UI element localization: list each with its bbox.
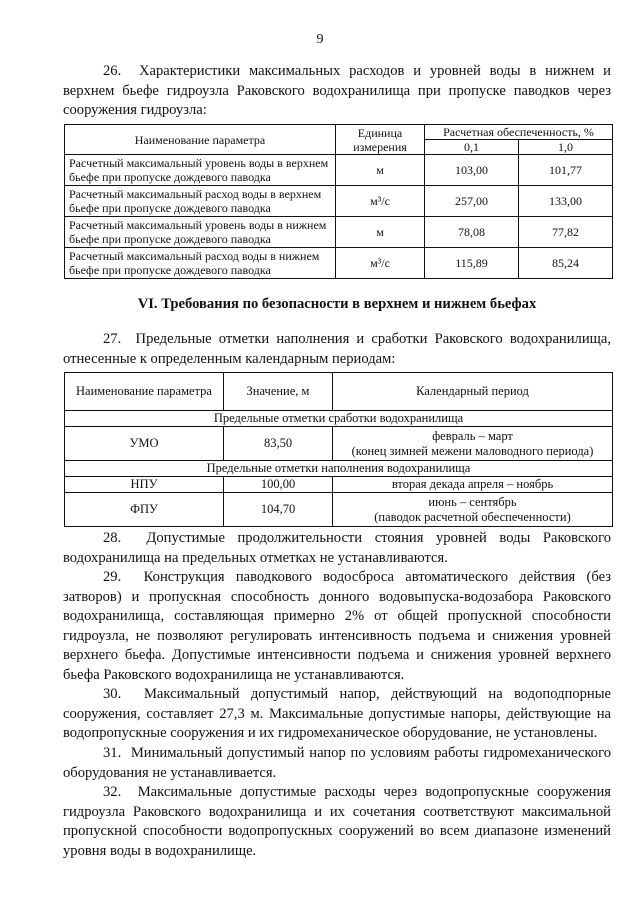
row-value: 83,50 — [224, 427, 333, 461]
header-period: Календарный период — [333, 373, 613, 411]
row-param: Расчетный максимальный уровень воды в нижнем бьефе при пропуске дождевого паводка — [65, 217, 336, 248]
row-param: Расчетный максимальный расход воды в верхнем бьефе при пропуске дождевого паводка — [65, 186, 336, 217]
row-value: 104,70 — [224, 493, 333, 527]
header-prob-1-0: 1,0 — [518, 140, 612, 155]
row-value: 101,77 — [518, 155, 612, 186]
row-param: НПУ — [65, 477, 224, 493]
header-prob-0-1: 0,1 — [425, 140, 519, 155]
paragraph-number: 29. — [103, 569, 122, 585]
header-value: Значение, м — [224, 373, 333, 411]
row-value: 85,24 — [518, 248, 612, 279]
header-param: Наименование параметра — [65, 125, 336, 155]
page-number: 9 — [316, 32, 324, 47]
table-row — [65, 155, 613, 186]
section-heading: VI. Требования по безопасности в верхнем и нижнем бьефах — [137, 296, 537, 312]
row-unit: м³/с — [336, 248, 425, 279]
paragraph-text: Предельные отметки наполнения и сработки Раковского водохранилища, отнесенные к определенным календарным периодам: — [63, 331, 611, 367]
table-row — [65, 493, 613, 527]
paragraph-31 — [63, 744, 611, 783]
row-period — [333, 427, 613, 461]
paragraph-number: 30. — [103, 686, 122, 702]
table-row — [65, 477, 613, 493]
row-period — [333, 493, 613, 527]
group-drawdown: Предельные отметки сработки водохранилища — [65, 411, 613, 427]
paragraph-text: Максимальные допустимые расходы через водопропускные сооружения гидроузла Раковского водохранилища и их сочетания соответствуют максимальной пропускной способности водопропускных сооружений во всем диапазоне изменений уровня воды в водохранилище. — [63, 784, 611, 859]
paragraph-text: Характеристики максимальных расходов и уровней воды в нижнем и верхнем бьефе гидроузла Раковского водохранилища при пропуске паводков через сооружения гидроузла: — [63, 63, 611, 118]
paragraph-29 — [63, 568, 611, 685]
flood-characteristics-table — [64, 124, 613, 279]
row-param: Расчетный максимальный уровень воды в верхнем бьефе при пропуске дождевого паводка — [65, 155, 336, 186]
header-param: Наименование параметра — [65, 373, 224, 411]
paragraph-number: 31. — [103, 745, 122, 761]
group-filling: Предельные отметки наполнения водохранилища — [65, 461, 613, 477]
table-row — [65, 217, 613, 248]
row-value: 100,00 — [224, 477, 333, 493]
row-value: 133,00 — [518, 186, 612, 217]
row-value: 103,00 — [425, 155, 519, 186]
period-line: (конец зимней межени маловодного периода) — [351, 443, 594, 458]
row-param: УМО — [65, 427, 224, 461]
row-value: 115,89 — [425, 248, 519, 279]
row-unit: м³/с — [336, 186, 425, 217]
row-value: 77,82 — [518, 217, 612, 248]
header-probability: Расчетная обеспеченность, % — [425, 125, 613, 140]
level-limits-table — [64, 372, 613, 527]
row-period: вторая декада апреля – ноябрь — [333, 477, 613, 493]
paragraph-text: Конструкция паводкового водосброса автоматического действия (без затворов) и пропускная способность донного водовыпуска-водозабора Раковского водохранилища, составляющая примерно 2% от общей пропускной способности гидроузла, не позволяют регулировать интенсивность подъема и снижения уровней верхнего бьефа. Допустимые интенсивности подъема и снижения уровней верхнего бьефа Раковского водохранилища не устанавливаются. — [63, 569, 611, 683]
paragraph-number: 32. — [103, 784, 122, 800]
row-unit: м — [336, 155, 425, 186]
paragraph-28 — [63, 529, 611, 568]
table-row — [65, 248, 613, 279]
row-unit: м — [336, 217, 425, 248]
row-param: ФПУ — [65, 493, 224, 527]
row-param: Расчетный максимальный расход воды в нижнем бьефе при пропуске дождевого паводка — [65, 248, 336, 279]
row-value: 78,08 — [425, 217, 519, 248]
paragraph-number: 26. — [103, 63, 122, 79]
period-line: (паводок расчетной обеспеченности) — [374, 509, 571, 524]
paragraph-number: 28. — [103, 530, 122, 546]
paragraph-27 — [63, 330, 611, 369]
header-unit: Единица измерения — [336, 125, 425, 155]
paragraph-text: Минимальный допустимый напор по условиям работы гидромеханического оборудования не устанавливается. — [63, 745, 611, 781]
paragraph-32 — [63, 783, 611, 861]
period-line: февраль – март — [432, 428, 513, 443]
row-value: 257,00 — [425, 186, 519, 217]
paragraph-30 — [63, 685, 611, 744]
period-line: июнь – сентябрь — [428, 494, 517, 509]
paragraph-26 — [63, 62, 611, 121]
table-row — [65, 427, 613, 461]
table-row — [65, 186, 613, 217]
paragraph-text: Допустимые продолжительности стояния уровней воды Раковского водохранилища на предельных отметках не устанавливаются. — [63, 530, 611, 566]
paragraph-text: Максимальный допустимый напор, действующий на водоподпорные сооружения, составляет 27,3 м. Максимальные допустимые напоры, действующие на водопропускные сооружения и их гидромеханическое оборудование, не установлены. — [63, 686, 612, 741]
paragraph-number: 27. — [103, 331, 122, 347]
